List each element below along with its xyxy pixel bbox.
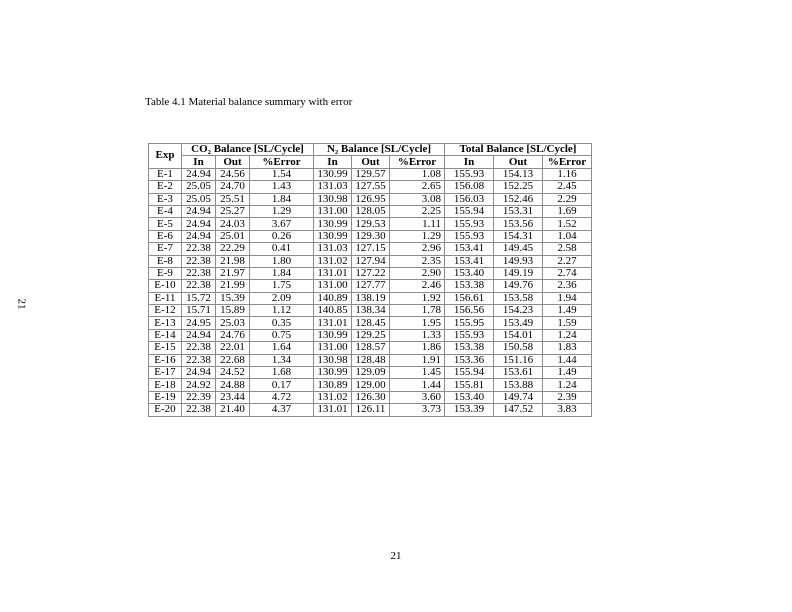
total-out-cell: 153.49 xyxy=(494,317,543,329)
exp-cell: E-12 xyxy=(149,305,182,317)
table-row xyxy=(149,280,592,292)
total-in-cell: 155.93 xyxy=(445,218,494,230)
sub-header-row xyxy=(149,156,592,168)
n2-out-cell: 128.05 xyxy=(352,205,390,217)
total-in-cell: 156.56 xyxy=(445,305,494,317)
table-row xyxy=(149,255,592,267)
total-out-cell: 153.61 xyxy=(494,367,543,379)
total-out-cell: 154.13 xyxy=(494,168,543,180)
co2-error-cell: 1.29 xyxy=(250,205,314,217)
table-row xyxy=(149,354,592,366)
total-error-cell: 1.44 xyxy=(543,354,592,366)
exp-header: Exp xyxy=(149,144,182,169)
total-out-cell: 153.31 xyxy=(494,205,543,217)
total-error-cell: 2.36 xyxy=(543,280,592,292)
n2-error-cell: 1.08 xyxy=(390,168,445,180)
n2-in-cell: 131.02 xyxy=(314,255,352,267)
total-in-cell: 155.81 xyxy=(445,379,494,391)
co2-error-cell: 2.09 xyxy=(250,292,314,304)
co2-error-cell: 1.75 xyxy=(250,280,314,292)
total-error-cell: 1.16 xyxy=(543,168,592,180)
total-in-cell: 155.94 xyxy=(445,367,494,379)
exp-cell: E-17 xyxy=(149,367,182,379)
co2-out-cell: 21.98 xyxy=(216,255,250,267)
co2-in-cell: 24.94 xyxy=(182,205,216,217)
n2-in-cell: 131.01 xyxy=(314,317,352,329)
n2-in-cell: 131.00 xyxy=(314,205,352,217)
total-out-cell: 149.93 xyxy=(494,255,543,267)
n2-out-cell: 129.57 xyxy=(352,168,390,180)
co2-error-cell: 0.26 xyxy=(250,230,314,242)
total-in-cell: 156.08 xyxy=(445,181,494,193)
table-row xyxy=(149,205,592,217)
total-error-cell: 1.24 xyxy=(543,329,592,341)
co2-error-cell: 1.64 xyxy=(250,342,314,354)
co2-in-cell: 24.94 xyxy=(182,367,216,379)
co2-in-cell: 24.94 xyxy=(182,230,216,242)
co2-out-cell: 24.76 xyxy=(216,329,250,341)
exp-cell: E-5 xyxy=(149,218,182,230)
co2-error-cell: 1.84 xyxy=(250,267,314,279)
co2-out-cell: 25.51 xyxy=(216,193,250,205)
total-in-cell: 155.95 xyxy=(445,317,494,329)
n2-in-cell: 140.85 xyxy=(314,305,352,317)
total-out-cell: 154.01 xyxy=(494,329,543,341)
total-error-cell: 2.74 xyxy=(543,267,592,279)
co2-out-cell: 24.88 xyxy=(216,379,250,391)
table-row xyxy=(149,181,592,193)
exp-cell: E-14 xyxy=(149,329,182,341)
co2-out-cell: 23.44 xyxy=(216,391,250,403)
n2-out-cell: 129.53 xyxy=(352,218,390,230)
co2-out-cell: 25.27 xyxy=(216,205,250,217)
total-out-cell: 150.58 xyxy=(494,342,543,354)
total-out-cell: 153.58 xyxy=(494,292,543,304)
co2-out-cell: 22.29 xyxy=(216,243,250,255)
page-number: 21 xyxy=(390,550,402,562)
n2-in-cell: 130.98 xyxy=(314,354,352,366)
co2-error-cell: 0.41 xyxy=(250,243,314,255)
table-row xyxy=(149,292,592,304)
table-body xyxy=(149,168,592,416)
co2-error-cell: 1.54 xyxy=(250,168,314,180)
co2-out-cell: 25.03 xyxy=(216,317,250,329)
co2-error-cell: 1.12 xyxy=(250,305,314,317)
n2-in-header: In xyxy=(314,156,352,168)
n2-error-cell: 2.46 xyxy=(390,280,445,292)
n2-in-cell: 130.99 xyxy=(314,230,352,242)
n2-error-cell: 1.44 xyxy=(390,379,445,391)
co2-out-cell: 24.52 xyxy=(216,367,250,379)
total-out-cell: 149.76 xyxy=(494,280,543,292)
total-error-cell: 1.52 xyxy=(543,218,592,230)
n2-error-cell: 1.11 xyxy=(390,218,445,230)
co2-error-cell: 4.37 xyxy=(250,404,314,416)
n2-in-cell: 131.01 xyxy=(314,267,352,279)
total-in-header: In xyxy=(445,156,494,168)
n2-error-cell: 1.78 xyxy=(390,305,445,317)
n2-error-cell: 3.08 xyxy=(390,193,445,205)
total-out-cell: 149.19 xyxy=(494,267,543,279)
n2-error-cell: 1.92 xyxy=(390,292,445,304)
total-in-cell: 153.40 xyxy=(445,267,494,279)
co2-in-cell: 24.94 xyxy=(182,168,216,180)
total-out-cell: 151.16 xyxy=(494,354,543,366)
n2-error-cell: 1.29 xyxy=(390,230,445,242)
co2-in-cell: 22.38 xyxy=(182,267,216,279)
n2-error-cell: 1.86 xyxy=(390,342,445,354)
exp-cell: E-13 xyxy=(149,317,182,329)
total-error-cell: 2.45 xyxy=(543,181,592,193)
exp-cell: E-11 xyxy=(149,292,182,304)
n2-out-cell: 127.94 xyxy=(352,255,390,267)
n2-error-cell: 2.35 xyxy=(390,255,445,267)
n2-balance-header: N₂ Balance [SL/Cycle] xyxy=(314,144,445,156)
co2-out-cell: 22.01 xyxy=(216,342,250,354)
table-row xyxy=(149,168,592,180)
co2-in-cell: 22.38 xyxy=(182,255,216,267)
total-error-cell: 1.49 xyxy=(543,367,592,379)
total-out-cell: 154.23 xyxy=(494,305,543,317)
n2-out-cell: 127.77 xyxy=(352,280,390,292)
n2-in-cell: 131.00 xyxy=(314,280,352,292)
total-error-cell: 1.94 xyxy=(543,292,592,304)
n2-error-cell: 2.65 xyxy=(390,181,445,193)
co2-balance-header: CO₂ Balance [SL/Cycle] xyxy=(182,144,314,156)
n2-error-cell: 1.33 xyxy=(390,329,445,341)
table-row xyxy=(149,379,592,391)
co2-in-cell: 24.92 xyxy=(182,379,216,391)
total-in-cell: 156.61 xyxy=(445,292,494,304)
co2-in-cell: 22.38 xyxy=(182,404,216,416)
co2-in-cell: 24.94 xyxy=(182,218,216,230)
table-row xyxy=(149,230,592,242)
co2-out-cell: 25.01 xyxy=(216,230,250,242)
co2-out-cell: 22.68 xyxy=(216,354,250,366)
n2-out-cell: 126.30 xyxy=(352,391,390,403)
co2-in-cell: 24.94 xyxy=(182,329,216,341)
co2-in-cell: 22.38 xyxy=(182,280,216,292)
total-error-cell: 2.27 xyxy=(543,255,592,267)
exp-cell: E-3 xyxy=(149,193,182,205)
n2-error-cell: 2.25 xyxy=(390,205,445,217)
co2-in-cell: 22.38 xyxy=(182,354,216,366)
n2-out-cell: 126.11 xyxy=(352,404,390,416)
total-error-cell: 1.59 xyxy=(543,317,592,329)
total-in-cell: 155.94 xyxy=(445,205,494,217)
co2-in-cell: 15.71 xyxy=(182,305,216,317)
co2-out-cell: 21.97 xyxy=(216,267,250,279)
co2-in-cell: 22.38 xyxy=(182,342,216,354)
table-row xyxy=(149,305,592,317)
co2-out-cell: 21.40 xyxy=(216,404,250,416)
co2-error-cell: 4.72 xyxy=(250,391,314,403)
total-out-cell: 154.31 xyxy=(494,230,543,242)
n2-out-cell: 127.15 xyxy=(352,243,390,255)
co2-in-cell: 15.72 xyxy=(182,292,216,304)
table-row xyxy=(149,193,592,205)
total-in-cell: 153.41 xyxy=(445,243,494,255)
total-error-cell: 2.58 xyxy=(543,243,592,255)
co2-out-cell: 24.56 xyxy=(216,168,250,180)
total-error-cell: 1.69 xyxy=(543,205,592,217)
co2-out-cell: 15.89 xyxy=(216,305,250,317)
n2-in-cell: 131.00 xyxy=(314,342,352,354)
table-row xyxy=(149,391,592,403)
total-out-cell: 153.56 xyxy=(494,218,543,230)
n2-in-cell: 140.89 xyxy=(314,292,352,304)
n2-in-cell: 130.99 xyxy=(314,168,352,180)
exp-cell: E-7 xyxy=(149,243,182,255)
n2-out-cell: 129.00 xyxy=(352,379,390,391)
table-row xyxy=(149,329,592,341)
n2-out-cell: 127.22 xyxy=(352,267,390,279)
total-error-cell: 1.04 xyxy=(543,230,592,242)
n2-error-cell: 2.96 xyxy=(390,243,445,255)
n2-out-cell: 138.34 xyxy=(352,305,390,317)
n2-out-header: Out xyxy=(352,156,390,168)
total-in-cell: 153.39 xyxy=(445,404,494,416)
total-in-cell: 155.93 xyxy=(445,329,494,341)
exp-cell: E-19 xyxy=(149,391,182,403)
n2-in-cell: 130.98 xyxy=(314,193,352,205)
co2-in-cell: 22.39 xyxy=(182,391,216,403)
total-error-cell: 1.83 xyxy=(543,342,592,354)
n2-out-cell: 127.55 xyxy=(352,181,390,193)
total-error-cell: 1.24 xyxy=(543,379,592,391)
n2-out-cell: 126.95 xyxy=(352,193,390,205)
n2-error-cell: 3.73 xyxy=(390,404,445,416)
co2-error-cell: 3.67 xyxy=(250,218,314,230)
table-caption: Table 4.1 Material balance summary with error xyxy=(145,96,353,108)
side-page-number: 21 xyxy=(15,298,28,310)
n2-in-cell: 131.03 xyxy=(314,181,352,193)
co2-out-cell: 24.03 xyxy=(216,218,250,230)
total-in-cell: 153.38 xyxy=(445,342,494,354)
table-row xyxy=(149,243,592,255)
n2-out-cell: 129.09 xyxy=(352,367,390,379)
exp-cell: E-8 xyxy=(149,255,182,267)
table-row xyxy=(149,317,592,329)
total-out-header: Out xyxy=(494,156,543,168)
n2-out-cell: 129.25 xyxy=(352,329,390,341)
exp-cell: E-10 xyxy=(149,280,182,292)
n2-error-header: %Error xyxy=(390,156,445,168)
group-header-row xyxy=(149,144,592,156)
total-error-cell: 1.49 xyxy=(543,305,592,317)
total-in-cell: 153.38 xyxy=(445,280,494,292)
co2-error-cell: 0.75 xyxy=(250,329,314,341)
n2-in-cell: 131.03 xyxy=(314,243,352,255)
co2-in-cell: 25.05 xyxy=(182,181,216,193)
co2-out-cell: 21.99 xyxy=(216,280,250,292)
total-error-header: %Error xyxy=(543,156,592,168)
material-balance-table xyxy=(148,143,592,417)
total-in-cell: 155.93 xyxy=(445,230,494,242)
n2-out-cell: 129.30 xyxy=(352,230,390,242)
table-row xyxy=(149,404,592,416)
n2-out-cell: 128.48 xyxy=(352,354,390,366)
exp-cell: E-20 xyxy=(149,404,182,416)
total-in-cell: 153.36 xyxy=(445,354,494,366)
exp-cell: E-16 xyxy=(149,354,182,366)
total-out-cell: 147.52 xyxy=(494,404,543,416)
total-in-cell: 153.40 xyxy=(445,391,494,403)
total-error-cell: 2.39 xyxy=(543,391,592,403)
n2-out-cell: 128.45 xyxy=(352,317,390,329)
total-out-cell: 149.45 xyxy=(494,243,543,255)
exp-cell: E-18 xyxy=(149,379,182,391)
table-row xyxy=(149,367,592,379)
co2-in-cell: 22.38 xyxy=(182,243,216,255)
exp-cell: E-9 xyxy=(149,267,182,279)
exp-cell: E-1 xyxy=(149,168,182,180)
total-error-cell: 2.29 xyxy=(543,193,592,205)
co2-error-cell: 0.35 xyxy=(250,317,314,329)
n2-error-cell: 2.90 xyxy=(390,267,445,279)
co2-in-cell: 25.05 xyxy=(182,193,216,205)
total-out-cell: 149.74 xyxy=(494,391,543,403)
co2-in-header: In xyxy=(182,156,216,168)
co2-out-header: Out xyxy=(216,156,250,168)
n2-out-cell: 128.57 xyxy=(352,342,390,354)
n2-out-cell: 138.19 xyxy=(352,292,390,304)
n2-error-cell: 1.95 xyxy=(390,317,445,329)
n2-error-cell: 3.60 xyxy=(390,391,445,403)
co2-error-header: %Error xyxy=(250,156,314,168)
co2-error-cell: 1.84 xyxy=(250,193,314,205)
co2-out-cell: 24.70 xyxy=(216,181,250,193)
total-in-cell: 156.03 xyxy=(445,193,494,205)
co2-in-cell: 24.95 xyxy=(182,317,216,329)
total-in-cell: 153.41 xyxy=(445,255,494,267)
exp-cell: E-2 xyxy=(149,181,182,193)
exp-cell: E-4 xyxy=(149,205,182,217)
co2-error-cell: 0.17 xyxy=(250,379,314,391)
exp-cell: E-6 xyxy=(149,230,182,242)
table-row xyxy=(149,218,592,230)
n2-in-cell: 131.02 xyxy=(314,391,352,403)
table-row xyxy=(149,267,592,279)
total-out-cell: 152.25 xyxy=(494,181,543,193)
co2-out-cell: 15.39 xyxy=(216,292,250,304)
n2-in-cell: 130.99 xyxy=(314,329,352,341)
co2-error-cell: 1.68 xyxy=(250,367,314,379)
total-out-cell: 153.88 xyxy=(494,379,543,391)
table-row xyxy=(149,342,592,354)
total-error-cell: 3.83 xyxy=(543,404,592,416)
n2-error-cell: 1.91 xyxy=(390,354,445,366)
total-out-cell: 152.46 xyxy=(494,193,543,205)
n2-error-cell: 1.45 xyxy=(390,367,445,379)
co2-error-cell: 1.43 xyxy=(250,181,314,193)
co2-error-cell: 1.34 xyxy=(250,354,314,366)
total-in-cell: 155.93 xyxy=(445,168,494,180)
n2-in-cell: 131.01 xyxy=(314,404,352,416)
n2-in-cell: 130.99 xyxy=(314,367,352,379)
total-balance-header: Total Balance [SL/Cycle] xyxy=(445,144,592,156)
n2-in-cell: 130.89 xyxy=(314,379,352,391)
co2-error-cell: 1.80 xyxy=(250,255,314,267)
n2-in-cell: 130.99 xyxy=(314,218,352,230)
exp-cell: E-15 xyxy=(149,342,182,354)
